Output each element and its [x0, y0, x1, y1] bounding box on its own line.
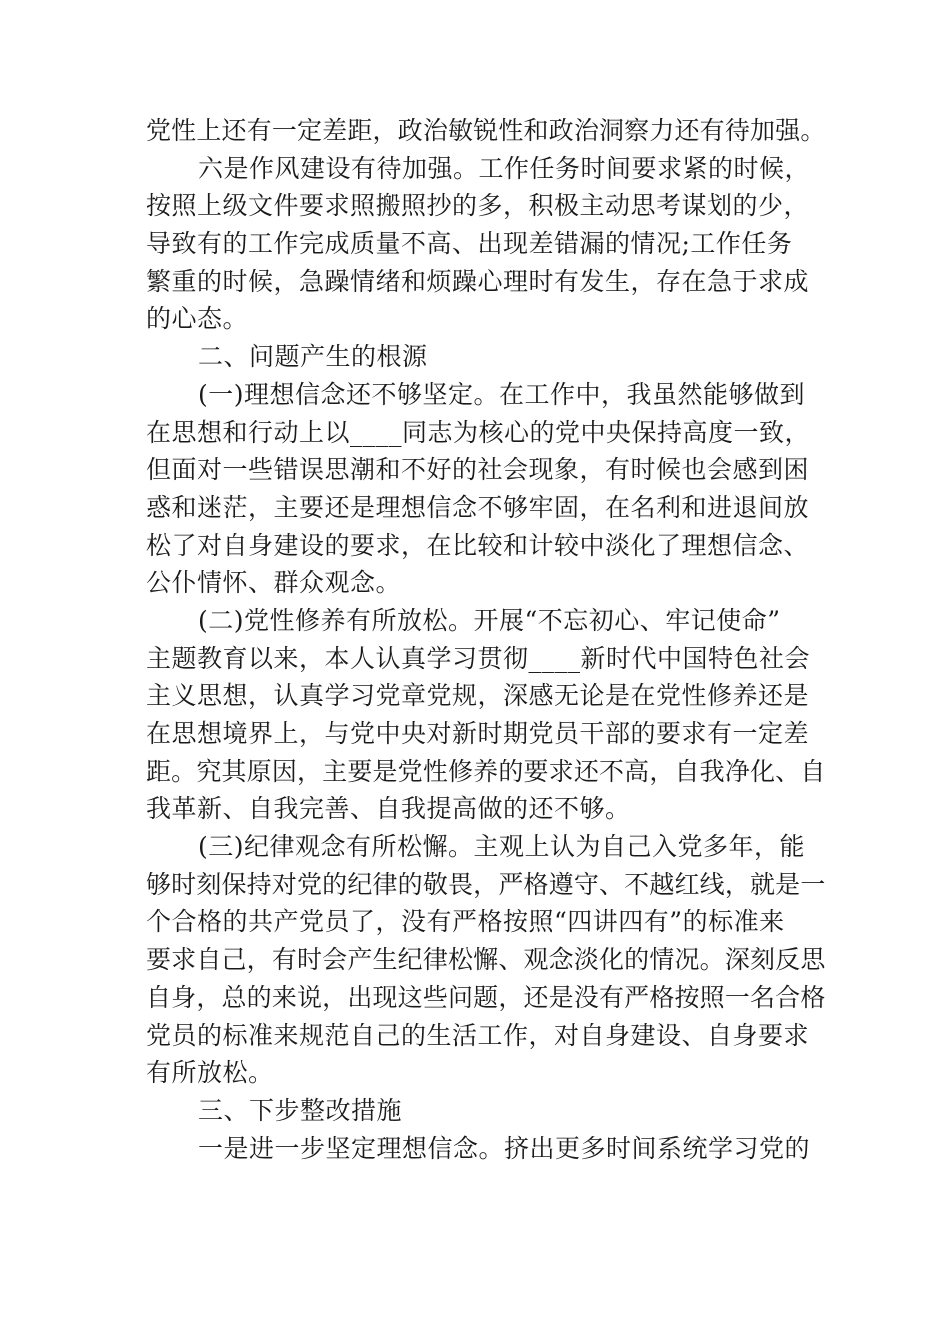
- text-line: 自身，总的来说，出现这些问题，还是没有严格按照一名合格: [146, 982, 826, 1012]
- text-line: 导致有的工作完成质量不高、出现差错漏的情况;工作任务: [146, 229, 793, 259]
- text-line: 在思想境界上，与党中央对新时期党员干部的要求有一定差: [146, 719, 810, 748]
- text-line: 惑和迷茫，主要还是理想信念不够牢固，在名利和进退间放: [146, 492, 810, 522]
- text-line: 个合格的共产党员了，没有严格按照“四讲四有”的标准来: [146, 907, 785, 937]
- text-line: 一是进一步坚定理想信念。挤出更多时间系统学习党的: [198, 1133, 811, 1163]
- text-line: 主义思想，认真学习党章党规，深感无论是在党性修养还是: [146, 681, 810, 711]
- text-line: 二、问题产生的根源: [198, 342, 428, 372]
- text-line: 距。究其原因，主要是党性修养的要求还不高，自我净化、自: [146, 756, 826, 786]
- text-line: (一)理想信念还不够坚定。在工作中，我虽然能够做到: [198, 379, 806, 409]
- text-line: 要求自己，有时会产生纪律松懈、观念淡化的情况。深刻反思: [146, 945, 826, 975]
- text-line: 繁重的时候，急躁情绪和烦躁心理时有发生，存在急于求成: [146, 266, 810, 296]
- text-line: 我革新、自我完善、自我提高做的还不够。: [146, 794, 631, 824]
- text-line: 按照上级文件要求照搬照抄的多，积极主动思考谋划的少，: [146, 191, 810, 221]
- text-line: 够时刻保持对党的纪律的敬畏，严格遵守、不越红线，就是一: [146, 869, 826, 899]
- text-line: 六是作风建设有待加强。工作任务时间要求紧的时候，: [198, 153, 811, 183]
- text-line: 公仆情怀、群众观念。: [146, 568, 402, 598]
- text-line: 三、下步整改措施: [198, 1095, 403, 1125]
- text-line: 的心态。: [146, 304, 249, 334]
- text-line: 主题教育以来，本人认真学习贯彻____新时代中国特色社会: [146, 643, 811, 673]
- text-line: 在思想和行动上以____同志为核心的党中央保持高度一致，: [146, 417, 811, 447]
- text-line: 但面对一些错误思潮和不好的社会现象，有时候也会感到困: [146, 455, 810, 485]
- text-line: 松了对自身建设的要求，在比较和计较中淡化了理想信念、: [146, 530, 810, 560]
- text-line: 党员的标准来规范自己的生活工作，对自身建设、自身要求: [146, 1020, 810, 1050]
- text-line: (二)党性修养有所放松。开展“不忘初心、牢记使命”: [198, 605, 781, 635]
- text-line: (三)纪律观念有所松懈。主观上认为自己入党多年，能: [198, 832, 806, 862]
- text-line: 党性上还有一定差距，政治敏锐性和政治洞察力还有待加强。: [146, 116, 826, 145]
- text-line: 有所放松。: [146, 1058, 274, 1088]
- document-body: [146, 112, 826, 1167]
